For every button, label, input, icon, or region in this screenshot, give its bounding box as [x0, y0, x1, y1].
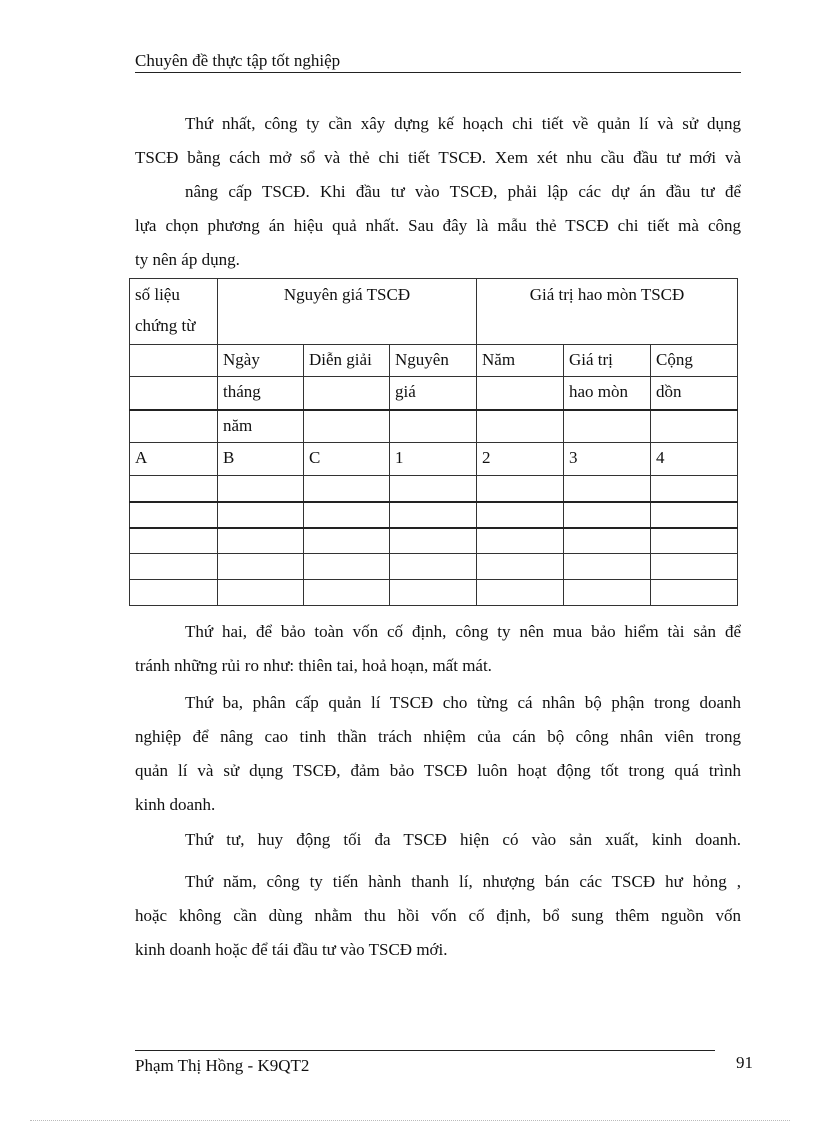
table-cell: Giá trị [564, 345, 651, 377]
page-edge-divider [30, 1120, 790, 1121]
paragraph-line: kinh doanh hoặc để tái đầu tư vào TSCĐ mới. [135, 940, 448, 959]
table-row [130, 502, 738, 528]
paragraph-line: kinh doanh. [135, 795, 216, 814]
table-cell [304, 377, 390, 410]
paragraph-1 [135, 112, 741, 282]
table-cell: năm [218, 410, 304, 443]
paragraph-4 [135, 828, 741, 862]
table-cell [130, 345, 218, 377]
table-cell [130, 410, 218, 443]
table-row [130, 554, 738, 580]
table-cell: Diễn giải [304, 345, 390, 377]
table-row [130, 345, 738, 377]
table-cell: hao mòn [564, 377, 651, 410]
paragraph-line: Thứ nhất, công ty cần xây dựng kế hoạch chi tiết về quản lí và sử dụng [185, 114, 741, 133]
table-row [130, 377, 738, 410]
table-cell: 1 [390, 443, 477, 476]
table-cell [651, 410, 738, 443]
table-row [130, 279, 738, 345]
table-cell: giá [390, 377, 477, 410]
table-cell: tháng [218, 377, 304, 410]
table-cell: Cộng [651, 345, 738, 377]
depreciation-header: Giá trị hao mòn TSCĐ [477, 279, 738, 345]
table-cell [130, 377, 218, 410]
table-cell: A [130, 443, 218, 476]
paragraph-line: quản lí và sử dụng TSCĐ, đảm bảo TSCĐ luôn hoạt động tốt trong quá trình [135, 761, 741, 780]
table-cell: Nguyên [390, 345, 477, 377]
paragraph-line: lựa chọn phương án hiệu quả nhất. Sau đây là mẫu thẻ TSCĐ chi tiết mà công [135, 216, 741, 235]
paragraph-line: nâng cấp TSCĐ. Khi đầu tư vào TSCĐ, phải lập các dự án đầu tư để [185, 182, 741, 201]
asset-card-table [129, 278, 738, 606]
table-cell: dồn [651, 377, 738, 410]
table-cell: 2 [477, 443, 564, 476]
paragraph-line: Thứ năm, công ty tiến hành thanh lí, nhượng bán các TSCĐ hư hỏng , [185, 872, 741, 891]
table-cell [564, 410, 651, 443]
paragraph-line: Thứ tư, huy động tối đa TSCĐ hiện có vào sản xuất, kinh doanh. [185, 830, 741, 849]
table-row [130, 443, 738, 476]
paragraph-3 [135, 691, 741, 827]
paragraph-line: Thứ ba, phân cấp quản lí TSCĐ cho từng cá nhân bộ phận trong doanh [185, 693, 741, 712]
page-header [135, 48, 741, 73]
voucher-header-line: số liệu [135, 285, 180, 304]
paragraph-2 [135, 620, 741, 688]
table-row [130, 580, 738, 606]
table-cell [477, 377, 564, 410]
voucher-header-line: chứng từ [135, 316, 196, 335]
footer-author: Phạm Thị Hồng - K9QT2 [135, 1056, 310, 1075]
table-row [130, 528, 738, 554]
table-cell: C [304, 443, 390, 476]
table-row [130, 410, 738, 443]
table-cell: Năm [477, 345, 564, 377]
table-cell: B [218, 443, 304, 476]
original-cost-header: Nguyên giá TSCĐ [218, 279, 477, 345]
table-cell: Ngày [218, 345, 304, 377]
table-cell: 3 [564, 443, 651, 476]
paragraph-line: Thứ hai, để bảo toàn vốn cố định, công ty nên mua bảo hiểm tài sản để [185, 622, 741, 641]
paragraph-line: ty nên áp dụng. [135, 250, 240, 269]
footer-divider [135, 1050, 715, 1051]
table-cell: 4 [651, 443, 738, 476]
paragraph-5 [135, 870, 741, 972]
voucher-header-cell [130, 279, 218, 345]
table-row [130, 476, 738, 502]
table-cell [477, 410, 564, 443]
table-cell [390, 410, 477, 443]
paragraph-line: tránh những rủi ro như: thiên tai, hoả hoạn, mất mát. [135, 656, 492, 675]
paragraph-line: hoặc không cần dùng nhằm thu hồi vốn cố định, bổ sung thêm nguồn vốn [135, 906, 741, 925]
page-number: 91 [736, 1053, 753, 1072]
paragraph-line: nghiệp để nâng cao tinh thần trách nhiệm của cán bộ công nhân viên trong [135, 727, 741, 746]
paragraph-line: TSCĐ bằng cách mở sổ và thẻ chi tiết TSCĐ. Xem xét nhu cầu đầu tư mới và [135, 148, 741, 167]
table-cell [304, 410, 390, 443]
header-title: Chuyên đề thực tập tốt nghiệp [135, 51, 341, 70]
